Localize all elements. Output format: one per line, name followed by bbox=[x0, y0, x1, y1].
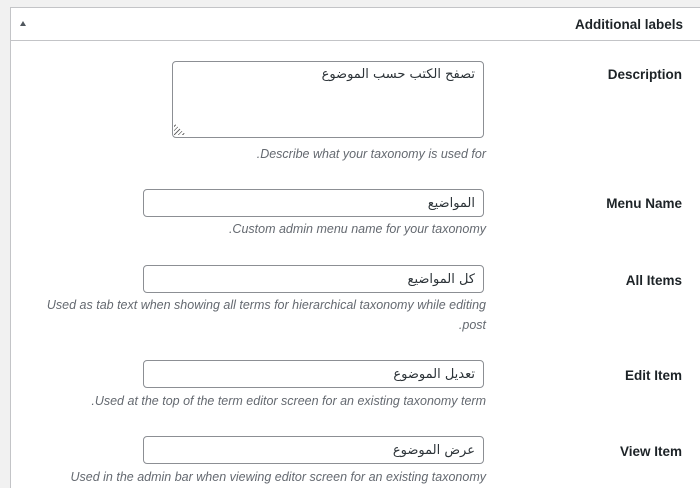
menu-name-label: Menu Name bbox=[606, 196, 682, 211]
all-items-help-text-line2: .post bbox=[458, 318, 486, 332]
all-items-label: All Items bbox=[625, 273, 682, 288]
menu-name-input[interactable] bbox=[143, 189, 484, 217]
description-label: Description bbox=[607, 67, 682, 82]
edit-item-input[interactable] bbox=[143, 360, 484, 388]
menu-name-help-text: .Custom admin menu name for your taxonomy bbox=[228, 222, 486, 236]
view-item-label: View Item bbox=[619, 444, 682, 459]
description-help-text: .Describe what your taxonomy is used for bbox=[256, 147, 486, 161]
panel-header[interactable] bbox=[11, 8, 700, 41]
edit-item-help-text: .Used at the top of the term editor screen for an existing taxonomy term bbox=[91, 394, 486, 408]
view-item-help-text: Used in the admin bar when viewing editor screen for an existing taxonomy bbox=[70, 470, 486, 484]
view-item-input[interactable] bbox=[143, 436, 484, 464]
all-items-help-text-line1: Used as tab text when showing all terms for hierarchical taxonomy while editing bbox=[46, 298, 486, 312]
collapse-triangle-icon[interactable] bbox=[20, 21, 26, 26]
edit-item-label: Edit Item bbox=[624, 368, 682, 383]
description-textarea[interactable] bbox=[172, 61, 484, 138]
all-items-input[interactable] bbox=[143, 265, 484, 293]
panel-title: Additional labels bbox=[574, 17, 683, 32]
